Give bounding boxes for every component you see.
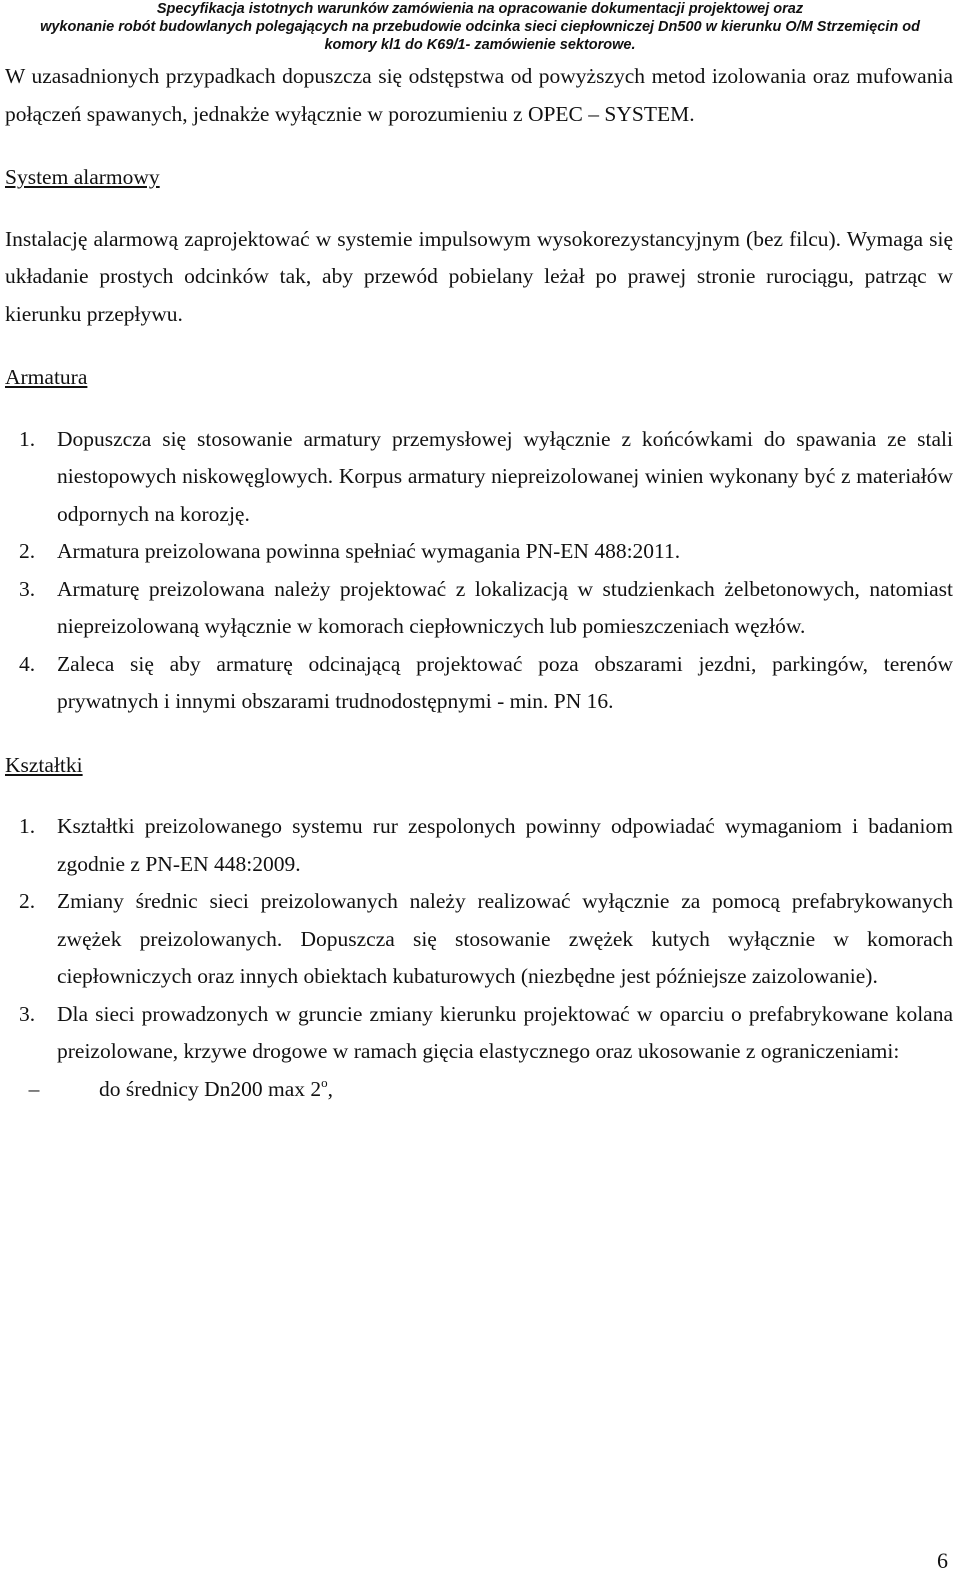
degree-superscript: o — [321, 1074, 328, 1090]
list-item-number: 2. — [19, 889, 36, 913]
list-item-text: Dopuszcza się stosowanie armatury przemysłowej wyłącznie z końcówkami do spawania ze stali niestopowych niskowęglowych. Korpus armatury niepreizolowanej winien wykonany być z materiałów odpornych na korozję. — [57, 426, 953, 526]
header-line-2: wykonanie robót budowlanych polegających na przebudowie odcinka sieci ciepłowniczej Dn500 w kierunku O/M Strzemięcin od — [40, 19, 920, 35]
list-item — [5, 883, 953, 996]
list-item — [5, 571, 953, 646]
alarm-paragraph: Instalację alarmową zaprojektować w systemie impulsowym wysokorezystancyjnym (bez filcu). Wymaga się układanie prostych odcinków tak, aby przewód pobielany leżał po prawej stronie rurociągu, patrząc w kierunku przepływu. — [5, 226, 953, 326]
list-item-number: 4. — [19, 651, 36, 676]
list-item — [5, 808, 953, 883]
document-body — [5, 58, 953, 1108]
armatura-list — [5, 421, 953, 721]
dash-item-text: do średnicy Dn200 max 2 — [99, 1076, 322, 1101]
list-item — [5, 996, 953, 1071]
list-item-text: Zmiany średnic sieci preizolowanych należy realizować wyłącznie za pomocą prefabrykowanych zwężek preizolowanych. Dopuszcza się stosowanie zwężek kutych wyłącznie w komorach ciepłowniczych oraz innych obiektach kubaturowych (niezbędne jest późniejsze zaizolowanie). — [57, 889, 953, 988]
list-item — [5, 646, 953, 721]
section-heading-alarm: System alarmowy — [5, 165, 160, 189]
list-item-number: 2. — [19, 539, 36, 563]
dash-item-tail: , — [327, 1076, 334, 1101]
section-heading-ksztaltki: Kształtki — [5, 752, 83, 777]
section-heading-armatura: Armatura — [5, 365, 88, 389]
list-item-text: Armaturę preizolowana należy projektować z lokalizacją w studzienkach żelbetonowych, natomiast niepreizolowaną wyłącznie w komorach ciepłowniczych lub pomieszczeniach węzłów. — [57, 576, 953, 638]
list-item — [5, 421, 953, 534]
list-item-number: 1. — [19, 426, 36, 451]
list-item-number: 3. — [19, 1001, 36, 1026]
page-number: 6 — [937, 1548, 948, 1573]
intro-paragraph: W uzasadnionych przypadkach dopuszcza się odstępstwa od powyższych metod izolowania oraz mufowania połączeń spawanych, jednakże wyłącznie w porozumieniu z OPEC – SYSTEM. — [5, 64, 953, 126]
page-header — [0, 0, 960, 54]
ksztaltki-list — [5, 808, 953, 1108]
header-line-3: komory kl1 do K69/1- zamówienie sektorowe. — [324, 37, 636, 53]
list-item — [5, 533, 953, 571]
list-item-text: Armatura preizolowana powinna spełniać wymagania PN-EN 488:2011. — [57, 539, 681, 563]
list-item-number: 3. — [19, 576, 36, 601]
dash-bullet: – — [28, 1076, 40, 1101]
header-line-1: Specyfikacja istotnych warunków zamówienia na opracowanie dokumentacji projektowej oraz — [156, 1, 804, 17]
list-item-text: Dla sieci prowadzonych w gruncie zmiany kierunku projektować w oparciu o prefabrykowane kolana preizolowane, krzywe drogowe w ramach gięcia elastycznego oraz ukosowanie z ograniczeniami: — [57, 1001, 953, 1063]
list-item-number: 1. — [19, 814, 36, 838]
dash-list-item — [5, 1071, 953, 1109]
list-item-text: Kształtki preizolowanego systemu rur zespolonych powinny odpowiadać wymaganiom i badaniom zgodnie z PN-EN 448:2009. — [57, 814, 953, 876]
list-item-text: Zaleca się aby armaturę odcinającą projektować poza obszarami jezdni, parkingów, terenów prywatnych i innymi obszarami trudnodostępnymi - min. PN 16. — [57, 651, 953, 713]
